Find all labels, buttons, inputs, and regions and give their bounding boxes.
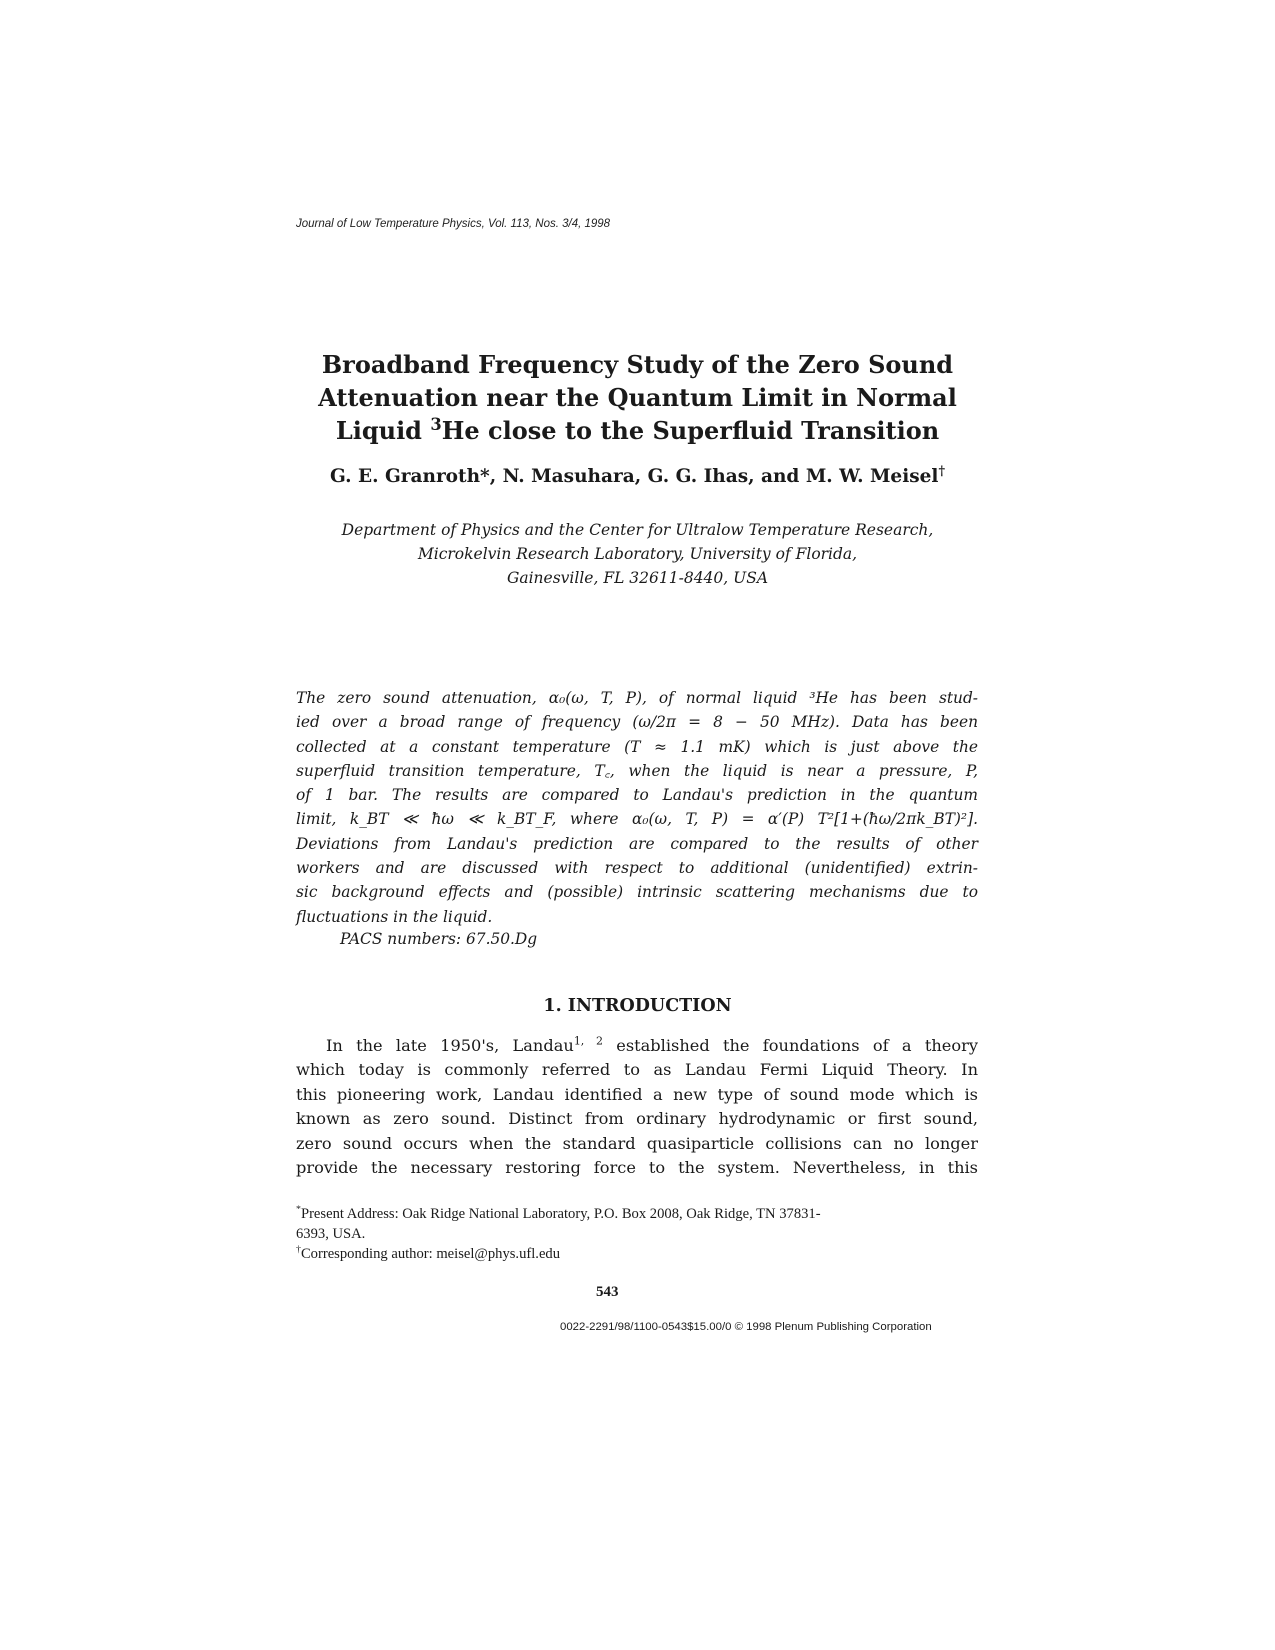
abstract-line: collected at a constant temperature (T ≈ 1.1 mK) which is just above the — [296, 737, 978, 756]
abstract-line: superfluid transition temperature, T꜀, when the liquid is near a pressure, P, — [296, 761, 978, 780]
abstract-line: of 1 bar. The results are compared to Landau's prediction in the quantum — [296, 786, 978, 805]
footnote-1-line-2: 6393, USA. — [296, 1226, 366, 1242]
journal-citation: Journal of Low Temperature Physics, Vol. 113, Nos. 3/4, 1998 — [296, 218, 611, 230]
affiliation-line-1: Department of Physics and the Center for Ultralow Temperature Research, — [341, 521, 934, 539]
abstract-line: ied over a broad range of frequency (ω/2π = 8 − 50 MHz). Data has been — [296, 713, 978, 732]
copyright-line: 0022-2291/98/1100-0543$15.00/0 © 1998 Plenum Publishing Corporation — [560, 1321, 932, 1333]
abstract-line: workers and are discussed with respect to additional (unidentified) extrin- — [296, 859, 978, 878]
abstract-line: Deviations from Landau's prediction are compared to the results of other — [296, 834, 978, 853]
section-heading: 1. INTRODUCTION — [543, 996, 732, 1016]
affiliation-line-3: Gainesville, FL 32611-8440, USA — [506, 569, 769, 587]
abstract-line: limit, k_BT ≪ ħω ≪ k_BT_F, where α₀(ω, T, P) = α′(P) T²[1+(ħω/2πk_BT)²]. — [296, 810, 978, 829]
title-line-3 — [270, 414, 1005, 447]
author-list — [270, 462, 1005, 487]
abstract-line: fluctuations in the liquid. — [296, 907, 493, 926]
author-dagger: † — [938, 462, 946, 478]
citation-superscript: 1, 2 — [573, 1034, 603, 1048]
footnote-2-text: Corresponding author: meisel@phys.ufl.edu — [300, 1246, 561, 1262]
intro-line: provide the necessary restoring force to the system. Nevertheless, in this — [296, 1158, 978, 1178]
abstract-line: The zero sound attenuation, α₀(ω, T, P), of normal liquid ³He has been stud- — [296, 689, 978, 707]
pacs-numbers: PACS numbers: 67.50.Dg — [340, 930, 538, 948]
affiliation — [270, 518, 1005, 590]
footnote-present-address — [296, 1204, 978, 1244]
intro-line: which today is commonly referred to as Landau Fermi Liquid Theory. In — [296, 1060, 978, 1080]
footnote-1-mark: * — [296, 1204, 301, 1216]
title-line-3-pre: Liquid — [335, 416, 431, 445]
title-line-3-post: He close to the Superfluid Transition — [441, 416, 940, 445]
title-line-1: Broadband Frequency Study of the Zero Sound — [321, 350, 954, 379]
affiliation-line-2: Microkelvin Research Laboratory, University of Florida, — [417, 545, 858, 563]
paper-title — [270, 348, 1005, 447]
introduction-body — [296, 1034, 978, 1180]
footnote-1-text: Present Address: Oak Ridge National Laboratory, P.O. Box 2008, Oak Ridge, TN 37831- — [300, 1206, 821, 1222]
intro-line: known as zero sound. Distinct from ordinary hydrodynamic or first sound, — [296, 1109, 978, 1129]
page-number: 543 — [596, 1284, 619, 1300]
intro-line-1-pre: In the late 1950's, Landau — [326, 1036, 574, 1055]
abstract — [296, 686, 978, 929]
footnote-1-line-1 — [296, 1204, 978, 1224]
author-names: G. E. Granroth*, N. Masuhara, G. G. Ihas, and M. W. Meisel — [329, 466, 939, 487]
intro-line: zero sound occurs when the standard quasiparticle collisions can no longer — [296, 1133, 978, 1153]
footnote-corresponding-author — [296, 1244, 978, 1264]
title-superscript: 3 — [430, 415, 442, 434]
footnote-2-line — [296, 1244, 978, 1264]
abstract-line: sic background effects and (possible) intrinsic scattering mechanisms due to — [296, 883, 978, 902]
intro-line-1-post: established the foundations of a theory — [602, 1036, 978, 1055]
intro-line: this pioneering work, Landau identified a new type of sound mode which is — [296, 1084, 978, 1104]
footnote-2-mark: † — [296, 1244, 301, 1256]
title-line-2: Attenuation near the Quantum Limit in Normal — [318, 383, 957, 412]
intro-line — [296, 1034, 978, 1058]
